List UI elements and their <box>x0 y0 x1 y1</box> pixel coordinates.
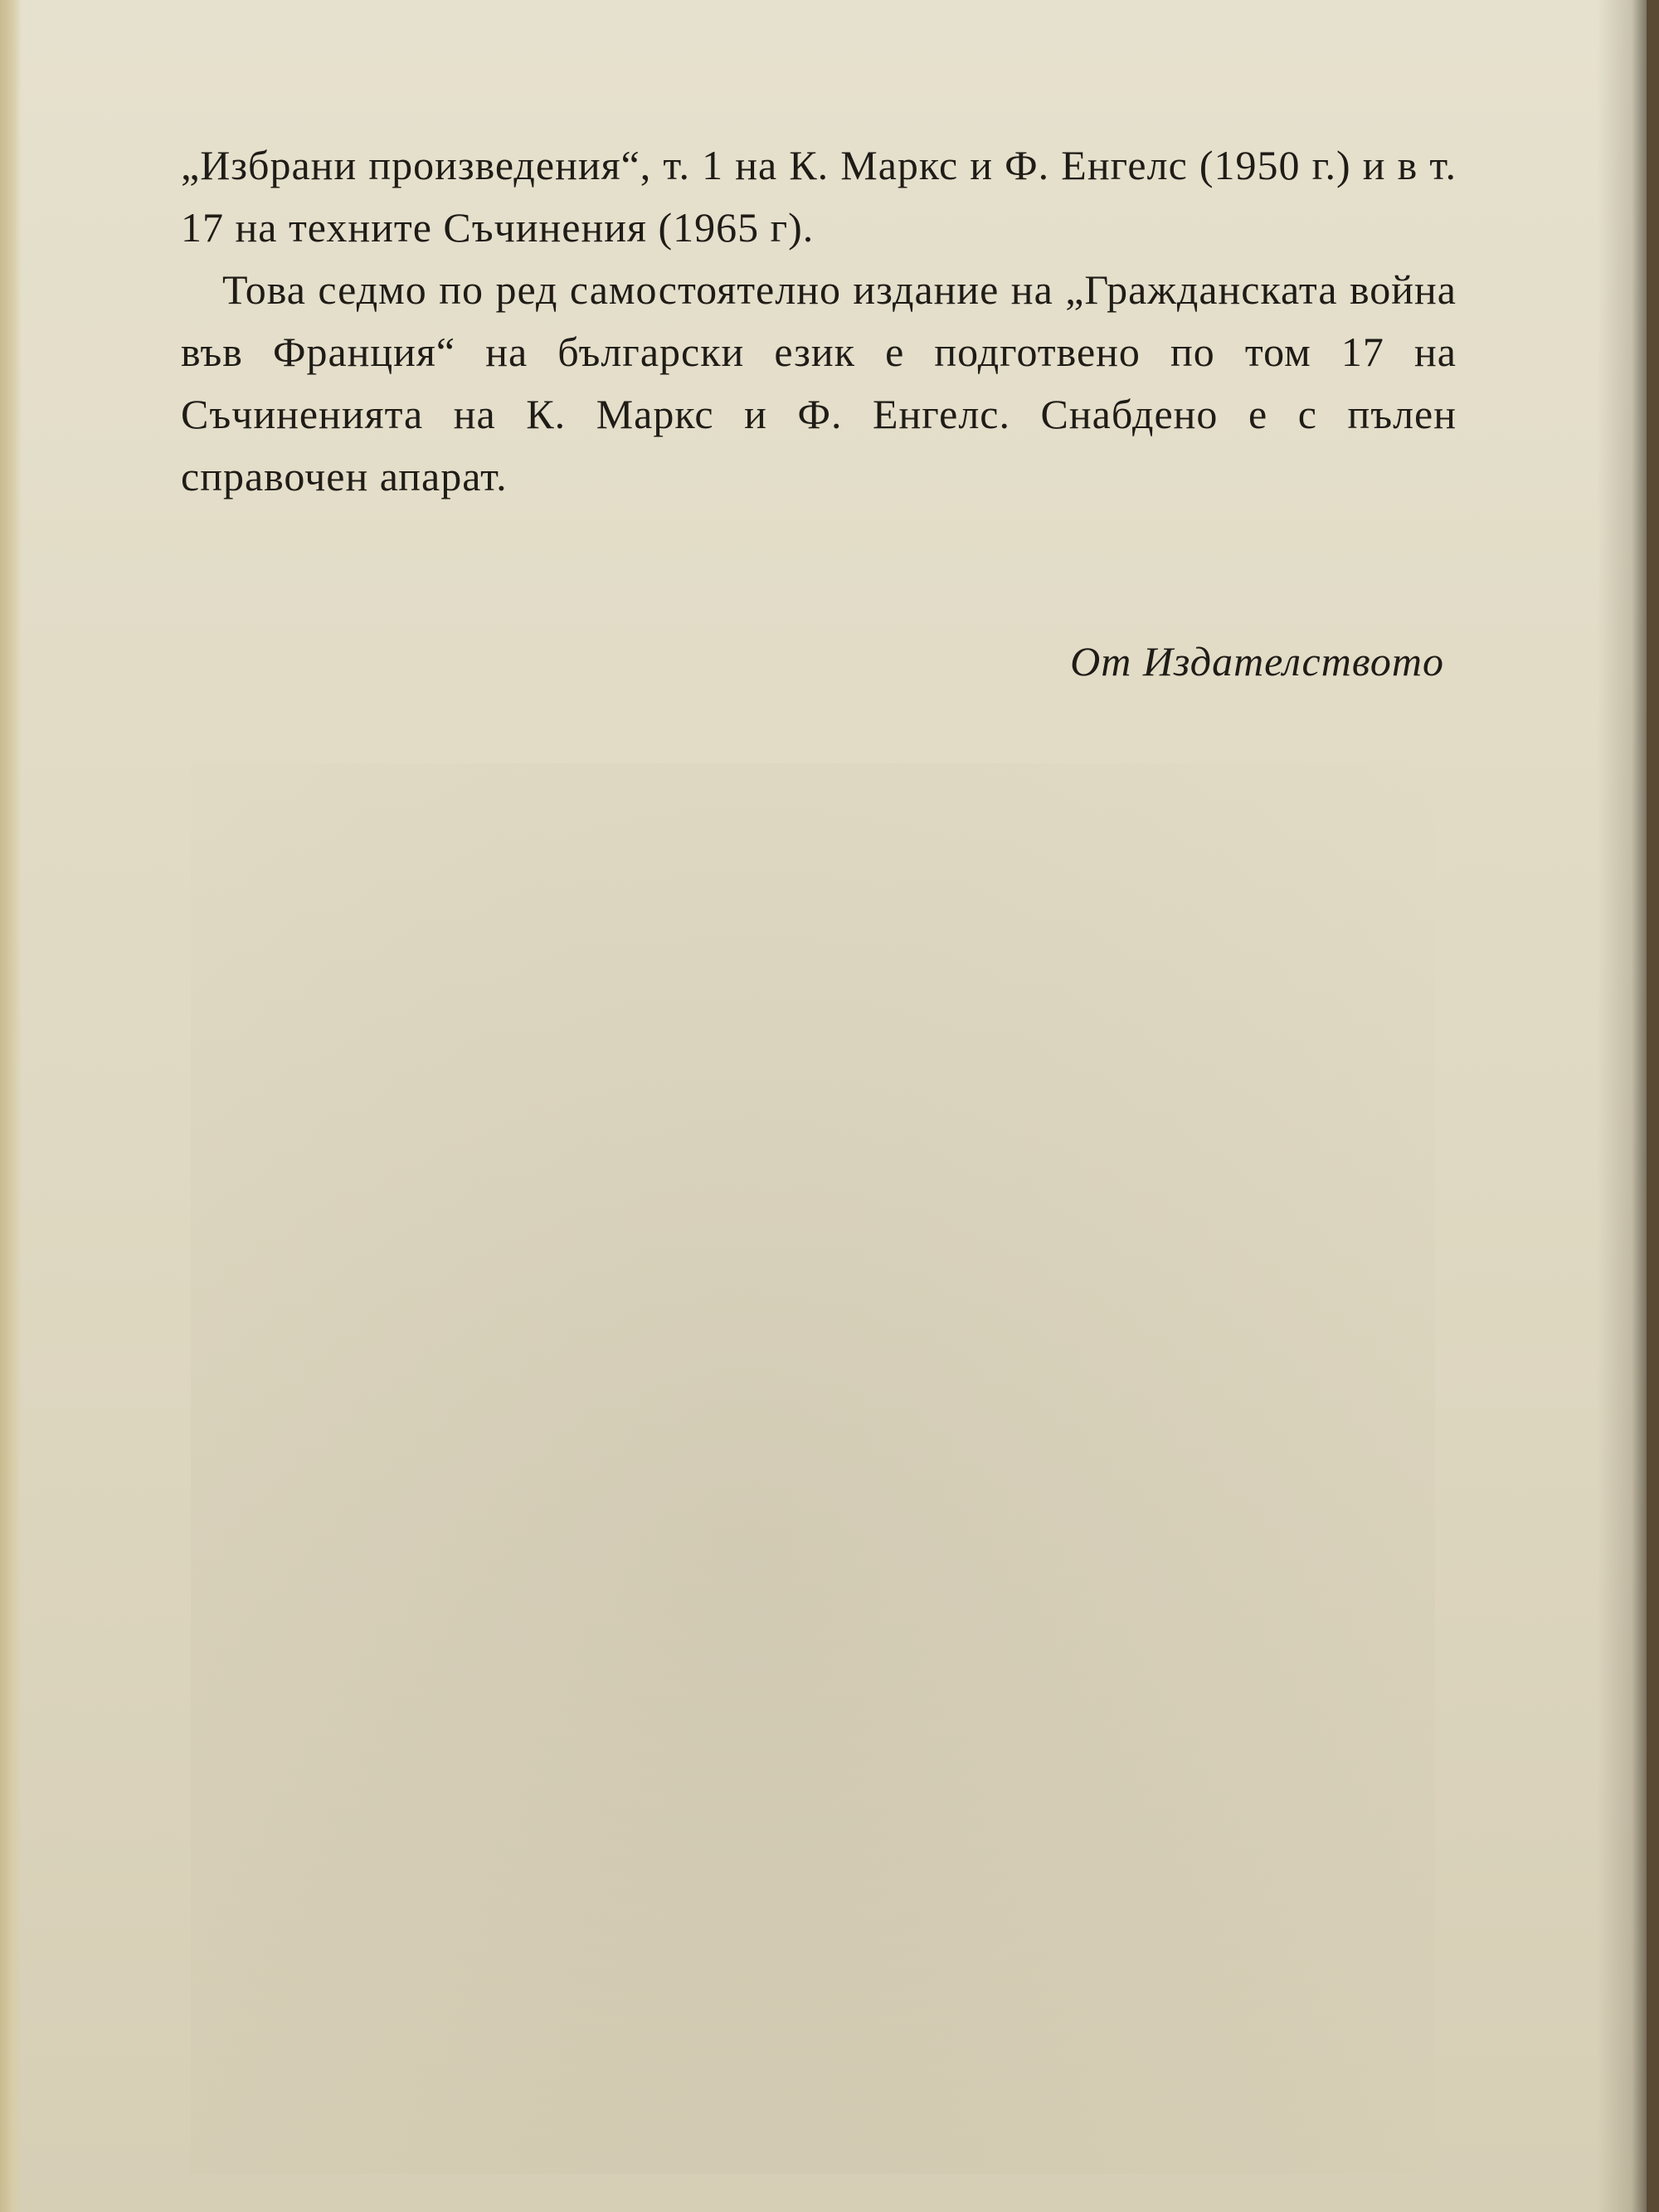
body-text <box>181 134 1457 508</box>
page-right-shadow <box>1597 0 1647 2212</box>
background-edge <box>1647 0 1659 2212</box>
publisher-signature: От Издателството <box>1070 638 1444 685</box>
page-left-edge <box>0 0 22 2212</box>
paragraph-continued: „Избрани произведения“, т. 1 на К. Маркс и Ф. Енгелс (1950 г.) и в т. 17 на техните Съчинения (1965 г). <box>181 142 1457 251</box>
show-through-shading <box>191 763 1435 2174</box>
paragraph-edition-note: Това седмо по ред самостоятелно издание на „Гражданската война във Франция“ на български език е подготвено по том 17 на Съчиненията на К. Маркс и Ф. Енгелс. Снабдено е с пълен справочен апарат. <box>181 266 1457 499</box>
